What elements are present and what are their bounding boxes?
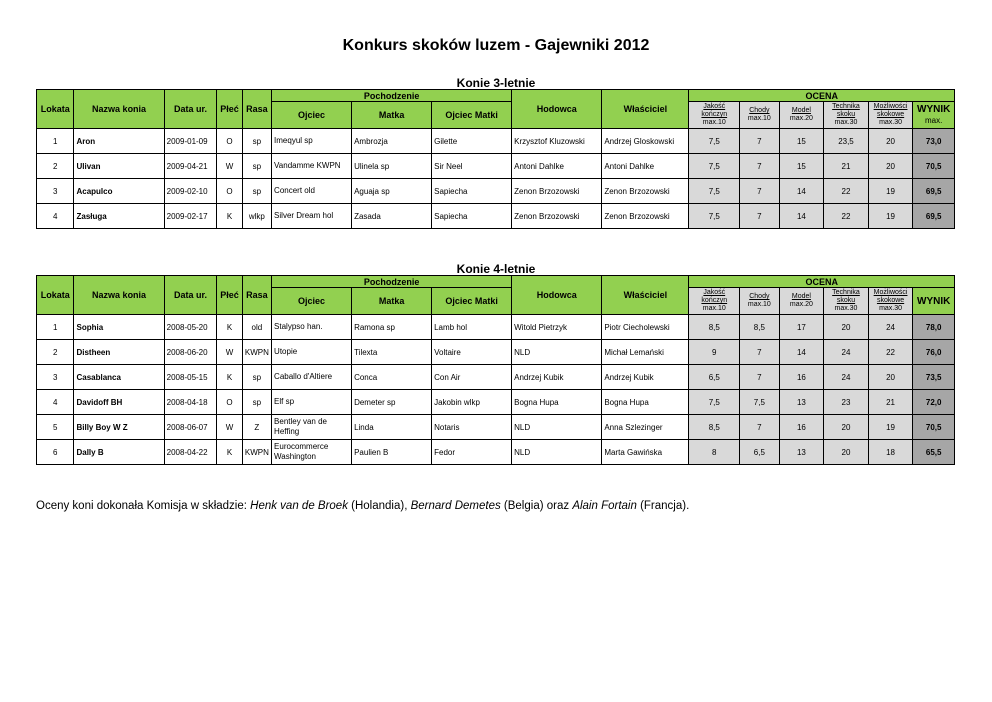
cell-rasa: sp bbox=[242, 179, 271, 204]
header-technika-2: skoku bbox=[836, 111, 856, 118]
table-row bbox=[37, 340, 955, 365]
cell-chody: 7 bbox=[740, 154, 780, 179]
header-chody bbox=[740, 288, 780, 315]
table-row bbox=[37, 440, 955, 465]
header-wynik-label: WYNIK bbox=[917, 104, 951, 115]
header-wynik bbox=[913, 288, 955, 315]
cell-nazwa: Distheen bbox=[74, 340, 164, 365]
results-table-3yo bbox=[36, 89, 955, 229]
cell-rasa: sp bbox=[242, 365, 271, 390]
cell-data-ur: 2009-04-21 bbox=[164, 154, 217, 179]
cell-chody: 6,5 bbox=[740, 440, 780, 465]
cell-rasa: sp bbox=[242, 390, 271, 415]
cell-model: 16 bbox=[779, 415, 824, 440]
header-technika-max: max.30 bbox=[834, 305, 858, 312]
cell-nazwa: Davidoff BH bbox=[74, 390, 164, 415]
cell-nazwa: Billy Boy W Z bbox=[74, 415, 164, 440]
cell-plec: O bbox=[217, 390, 242, 415]
judge-1-country: (Holandia), bbox=[347, 500, 411, 512]
cell-technika: 20 bbox=[824, 315, 869, 340]
cell-model: 15 bbox=[779, 129, 824, 154]
header-jakosc-max: max.10 bbox=[702, 119, 726, 126]
header-technika-2: skoku bbox=[836, 297, 856, 304]
cell-chody: 7 bbox=[740, 415, 780, 440]
cell-hodowca: Witold Pietrzyk bbox=[512, 315, 602, 340]
cell-plec: W bbox=[217, 340, 242, 365]
table-row bbox=[37, 154, 955, 179]
header-jakosc bbox=[689, 288, 740, 315]
cell-lokata: 5 bbox=[37, 415, 74, 440]
header-wlasciciel: Właściciel bbox=[602, 90, 689, 129]
cell-rasa: old bbox=[242, 315, 271, 340]
cell-technika: 24 bbox=[824, 365, 869, 390]
table-row bbox=[37, 415, 955, 440]
cell-data-ur: 2008-05-15 bbox=[164, 365, 217, 390]
cell-wynik: 72,0 bbox=[913, 390, 955, 415]
header-rasa: Rasa bbox=[242, 90, 271, 129]
cell-lokata: 2 bbox=[37, 340, 74, 365]
cell-jakosc: 6,5 bbox=[689, 365, 740, 390]
cell-ojciec: Utopie bbox=[272, 340, 352, 365]
cell-ojciec-matki: Gilette bbox=[432, 129, 512, 154]
cell-wlasciciel: Antoni Dahlke bbox=[602, 154, 689, 179]
cell-jakosc: 8,5 bbox=[689, 415, 740, 440]
header-chody-label: Chody bbox=[749, 293, 770, 300]
cell-data-ur: 2008-04-22 bbox=[164, 440, 217, 465]
cell-jakosc: 7,5 bbox=[689, 204, 740, 229]
cell-wynik: 69,5 bbox=[913, 179, 955, 204]
cell-matka: Aguaja sp bbox=[352, 179, 432, 204]
cell-matka: Ulinela sp bbox=[352, 154, 432, 179]
cell-technika: 24 bbox=[824, 340, 869, 365]
cell-wynik: 73,0 bbox=[913, 129, 955, 154]
header-nazwa: Nazwa konia bbox=[74, 90, 164, 129]
header-data-ur: Data ur. bbox=[164, 90, 217, 129]
header-model bbox=[779, 288, 824, 315]
cell-mozliwosci: 20 bbox=[868, 154, 913, 179]
cell-wynik: 73,5 bbox=[913, 365, 955, 390]
header-ocena: OCENA bbox=[689, 90, 955, 102]
header-ojciec: Ojciec bbox=[272, 288, 352, 315]
cell-jakosc: 7,5 bbox=[689, 154, 740, 179]
table-row bbox=[37, 390, 955, 415]
cell-ojciec: Eurocommerce Washington bbox=[272, 440, 352, 465]
cell-mozliwosci: 21 bbox=[868, 390, 913, 415]
cell-technika: 22 bbox=[824, 204, 869, 229]
cell-data-ur: 2009-02-10 bbox=[164, 179, 217, 204]
table-row bbox=[37, 204, 955, 229]
cell-ojciec-matki: Sir Neel bbox=[432, 154, 512, 179]
cell-ojciec: Caballo d'Altiere bbox=[272, 365, 352, 390]
cell-lokata: 4 bbox=[37, 390, 74, 415]
results-table-4yo bbox=[36, 275, 955, 465]
cell-rasa: sp bbox=[242, 129, 271, 154]
header-wynik bbox=[913, 102, 955, 129]
header-chody-label: Chody bbox=[749, 107, 770, 114]
cell-lokata: 1 bbox=[37, 129, 74, 154]
cell-jakosc: 9 bbox=[689, 340, 740, 365]
cell-plec: W bbox=[217, 415, 242, 440]
cell-jakosc: 8 bbox=[689, 440, 740, 465]
header-jakosc-2: kończyn bbox=[701, 297, 728, 304]
header-technika bbox=[824, 288, 869, 315]
header-mozliwosci-1: Możliwości bbox=[873, 103, 908, 110]
cell-data-ur: 2009-02-17 bbox=[164, 204, 217, 229]
cell-hodowca: NLD bbox=[512, 340, 602, 365]
cell-model: 17 bbox=[779, 315, 824, 340]
header-model-max: max.20 bbox=[789, 115, 813, 122]
cell-jakosc: 7,5 bbox=[689, 129, 740, 154]
header-model-label: Model bbox=[791, 107, 811, 114]
header-ojciec-matki: Ojciec Matki bbox=[432, 288, 512, 315]
cell-rasa: sp bbox=[242, 154, 271, 179]
cell-wynik: 70,5 bbox=[913, 415, 955, 440]
cell-wlasciciel: Anna Szlezinger bbox=[602, 415, 689, 440]
cell-technika: 20 bbox=[824, 440, 869, 465]
header-wynik-label: WYNIK bbox=[917, 295, 951, 307]
cell-wlasciciel: Piotr Ciecholewski bbox=[602, 315, 689, 340]
header-mozliwosci bbox=[868, 102, 913, 129]
cell-chody: 7 bbox=[740, 340, 780, 365]
cell-wynik: 76,0 bbox=[913, 340, 955, 365]
header-jakosc-1: Jakość bbox=[703, 103, 726, 110]
cell-lokata: 4 bbox=[37, 204, 74, 229]
header-mozliwosci-1: Możliwości bbox=[873, 289, 908, 296]
cell-wlasciciel: Zenon Brzozowski bbox=[602, 204, 689, 229]
cell-lokata: 3 bbox=[37, 179, 74, 204]
header-jakosc-1: Jakość bbox=[703, 289, 726, 296]
header-lokata: Lokata bbox=[37, 90, 74, 129]
cell-ojciec-matki: Jakobin wlkp bbox=[432, 390, 512, 415]
header-model-max: max.20 bbox=[789, 301, 813, 308]
header-jakosc-max: max.10 bbox=[702, 305, 726, 312]
header-matka: Matka bbox=[352, 288, 432, 315]
cell-jakosc: 7,5 bbox=[689, 390, 740, 415]
cell-wlasciciel: Marta Gawińska bbox=[602, 440, 689, 465]
cell-technika: 23,5 bbox=[824, 129, 869, 154]
cell-wynik: 65,5 bbox=[913, 440, 955, 465]
cell-nazwa: Aron bbox=[74, 129, 164, 154]
cell-model: 14 bbox=[779, 204, 824, 229]
cell-hodowca: NLD bbox=[512, 440, 602, 465]
cell-lokata: 2 bbox=[37, 154, 74, 179]
table-row bbox=[37, 315, 955, 340]
header-mozliwosci-2: skokowe bbox=[876, 297, 905, 304]
cell-hodowca: Antoni Dahlke bbox=[512, 154, 602, 179]
header-lokata: Lokata bbox=[37, 276, 74, 315]
section-title-4yo: Konie 4-letnie bbox=[456, 262, 536, 276]
cell-matka: Demeter sp bbox=[352, 390, 432, 415]
cell-data-ur: 2008-06-20 bbox=[164, 340, 217, 365]
cell-ojciec: Imeqyul sp bbox=[272, 129, 352, 154]
judge-3-country: (Francja). bbox=[636, 500, 690, 512]
cell-data-ur: 2008-04-18 bbox=[164, 390, 217, 415]
cell-jakosc: 8,5 bbox=[689, 315, 740, 340]
cell-model: 14 bbox=[779, 340, 824, 365]
cell-hodowca: Zenon Brzozowski bbox=[512, 179, 602, 204]
cell-matka: Conca bbox=[352, 365, 432, 390]
cell-model: 13 bbox=[779, 440, 824, 465]
cell-mozliwosci: 18 bbox=[868, 440, 913, 465]
cell-plec: O bbox=[217, 179, 242, 204]
cell-plec: W bbox=[217, 154, 242, 179]
cell-wynik: 70,5 bbox=[913, 154, 955, 179]
header-model bbox=[779, 102, 824, 129]
cell-jakosc: 7,5 bbox=[689, 179, 740, 204]
cell-wlasciciel: Zenon Brzozowski bbox=[602, 179, 689, 204]
cell-ojciec-matki: Fedor bbox=[432, 440, 512, 465]
cell-ojciec: Bentley van de Heffing bbox=[272, 415, 352, 440]
cell-data-ur: 2008-06-07 bbox=[164, 415, 217, 440]
cell-nazwa: Acapulco bbox=[74, 179, 164, 204]
cell-ojciec-matki: Notaris bbox=[432, 415, 512, 440]
header-mozliwosci-max: max.30 bbox=[879, 119, 903, 126]
cell-ojciec-matki: Voltaire bbox=[432, 340, 512, 365]
cell-ojciec-matki: Con Air bbox=[432, 365, 512, 390]
table-row bbox=[37, 129, 955, 154]
header-ocena: OCENA bbox=[689, 276, 955, 288]
header-chody-max: max.10 bbox=[747, 301, 771, 308]
cell-plec: O bbox=[217, 129, 242, 154]
cell-mozliwosci: 22 bbox=[868, 340, 913, 365]
cell-lokata: 6 bbox=[37, 440, 74, 465]
header-jakosc-2: kończyn bbox=[701, 111, 728, 118]
cell-technika: 20 bbox=[824, 415, 869, 440]
header-mozliwosci-2: skokowe bbox=[876, 111, 905, 118]
header-pochodzenie: Pochodzenie bbox=[272, 276, 512, 288]
cell-hodowca: Krzysztof Kluzowski bbox=[512, 129, 602, 154]
cell-matka: Ambrozja bbox=[352, 129, 432, 154]
judge-1: Henk van de Broek bbox=[250, 500, 348, 512]
header-hodowca: Hodowca bbox=[512, 276, 602, 315]
cell-hodowca: Andrzej Kubik bbox=[512, 365, 602, 390]
jury-footnote bbox=[36, 500, 689, 512]
cell-matka: Linda bbox=[352, 415, 432, 440]
judge-3: Alain Fortain bbox=[572, 500, 637, 512]
header-mozliwosci bbox=[868, 288, 913, 315]
cell-lokata: 3 bbox=[37, 365, 74, 390]
header-mozliwosci-max: max.30 bbox=[879, 305, 903, 312]
cell-wlasciciel: Michał Lemański bbox=[602, 340, 689, 365]
header-technika-1: Technika bbox=[832, 289, 860, 296]
header-chody bbox=[740, 102, 780, 129]
header-plec: Płeć bbox=[217, 90, 242, 129]
cell-data-ur: 2008-05-20 bbox=[164, 315, 217, 340]
cell-chody: 8,5 bbox=[740, 315, 780, 340]
header-wynik-max: max. bbox=[925, 116, 943, 125]
judge-2-country: (Belgia) oraz bbox=[500, 500, 573, 512]
table-row bbox=[37, 179, 955, 204]
cell-ojciec: Silver Dream hol bbox=[272, 204, 352, 229]
cell-technika: 23 bbox=[824, 390, 869, 415]
cell-plec: K bbox=[217, 204, 242, 229]
cell-nazwa: Sophia bbox=[74, 315, 164, 340]
header-rasa: Rasa bbox=[242, 276, 271, 315]
cell-wlasciciel: Andrzej Gloskowski bbox=[602, 129, 689, 154]
cell-ojciec-matki: Lamb hol bbox=[432, 315, 512, 340]
cell-ojciec: Stalypso han. bbox=[272, 315, 352, 340]
cell-ojciec: Vandamme KWPN bbox=[272, 154, 352, 179]
cell-mozliwosci: 19 bbox=[868, 204, 913, 229]
header-data-ur: Data ur. bbox=[164, 276, 217, 315]
cell-plec: K bbox=[217, 315, 242, 340]
header-plec: Płeć bbox=[217, 276, 242, 315]
cell-technika: 22 bbox=[824, 179, 869, 204]
header-matka: Matka bbox=[352, 102, 432, 129]
cell-model: 13 bbox=[779, 390, 824, 415]
cell-lokata: 1 bbox=[37, 315, 74, 340]
cell-plec: K bbox=[217, 365, 242, 390]
header-technika bbox=[824, 102, 869, 129]
cell-chody: 7,5 bbox=[740, 390, 780, 415]
cell-wynik: 69,5 bbox=[913, 204, 955, 229]
cell-chody: 7 bbox=[740, 204, 780, 229]
header-nazwa: Nazwa konia bbox=[74, 276, 164, 315]
cell-rasa: Z bbox=[242, 415, 271, 440]
cell-ojciec: Elf sp bbox=[272, 390, 352, 415]
page-title: Konkurs skoków luzem - Gajewniki 2012 bbox=[342, 37, 650, 54]
cell-chody: 7 bbox=[740, 179, 780, 204]
judge-2: Bernard Demetes bbox=[410, 500, 501, 512]
cell-data-ur: 2009-01-09 bbox=[164, 129, 217, 154]
header-ojciec-matki: Ojciec Matki bbox=[432, 102, 512, 129]
cell-matka: Zasada bbox=[352, 204, 432, 229]
cell-model: 14 bbox=[779, 179, 824, 204]
cell-wlasciciel: Bogna Hupa bbox=[602, 390, 689, 415]
cell-ojciec: Concert old bbox=[272, 179, 352, 204]
cell-model: 16 bbox=[779, 365, 824, 390]
cell-matka: Tilexta bbox=[352, 340, 432, 365]
cell-nazwa: Dally B bbox=[74, 440, 164, 465]
cell-wynik: 78,0 bbox=[913, 315, 955, 340]
header-ojciec: Ojciec bbox=[272, 102, 352, 129]
header-technika-max: max.30 bbox=[834, 119, 858, 126]
cell-hodowca: NLD bbox=[512, 415, 602, 440]
cell-nazwa: Zasługa bbox=[74, 204, 164, 229]
header-model-label: Model bbox=[791, 293, 811, 300]
cell-matka: Ramona sp bbox=[352, 315, 432, 340]
header-hodowca: Hodowca bbox=[512, 90, 602, 129]
header-technika-1: Technika bbox=[832, 103, 860, 110]
cell-rasa: KWPN bbox=[242, 440, 271, 465]
cell-hodowca: Zenon Brzozowski bbox=[512, 204, 602, 229]
header-wlasciciel: Właściciel bbox=[602, 276, 689, 315]
cell-ojciec-matki: Sapiecha bbox=[432, 204, 512, 229]
cell-model: 15 bbox=[779, 154, 824, 179]
cell-chody: 7 bbox=[740, 365, 780, 390]
cell-chody: 7 bbox=[740, 129, 780, 154]
cell-wlasciciel: Andrzej Kubik bbox=[602, 365, 689, 390]
cell-mozliwosci: 19 bbox=[868, 179, 913, 204]
header-chody-max: max.10 bbox=[747, 115, 771, 122]
header-pochodzenie: Pochodzenie bbox=[272, 90, 512, 102]
cell-mozliwosci: 20 bbox=[868, 365, 913, 390]
cell-hodowca: Bogna Hupa bbox=[512, 390, 602, 415]
cell-mozliwosci: 24 bbox=[868, 315, 913, 340]
cell-mozliwosci: 19 bbox=[868, 415, 913, 440]
section-title-3yo: Konie 3-letnie bbox=[456, 76, 536, 90]
header-jakosc bbox=[689, 102, 740, 129]
cell-nazwa: Ulivan bbox=[74, 154, 164, 179]
cell-rasa: KWPN bbox=[242, 340, 271, 365]
cell-rasa: wlkp bbox=[242, 204, 271, 229]
cell-plec: K bbox=[217, 440, 242, 465]
cell-nazwa: Casablanca bbox=[74, 365, 164, 390]
table-row bbox=[37, 365, 955, 390]
cell-technika: 21 bbox=[824, 154, 869, 179]
cell-mozliwosci: 20 bbox=[868, 129, 913, 154]
footnote-prefix: Oceny koni dokonała Komisja w składzie: bbox=[36, 500, 251, 512]
cell-matka: Paulien B bbox=[352, 440, 432, 465]
cell-ojciec-matki: Sapiecha bbox=[432, 179, 512, 204]
